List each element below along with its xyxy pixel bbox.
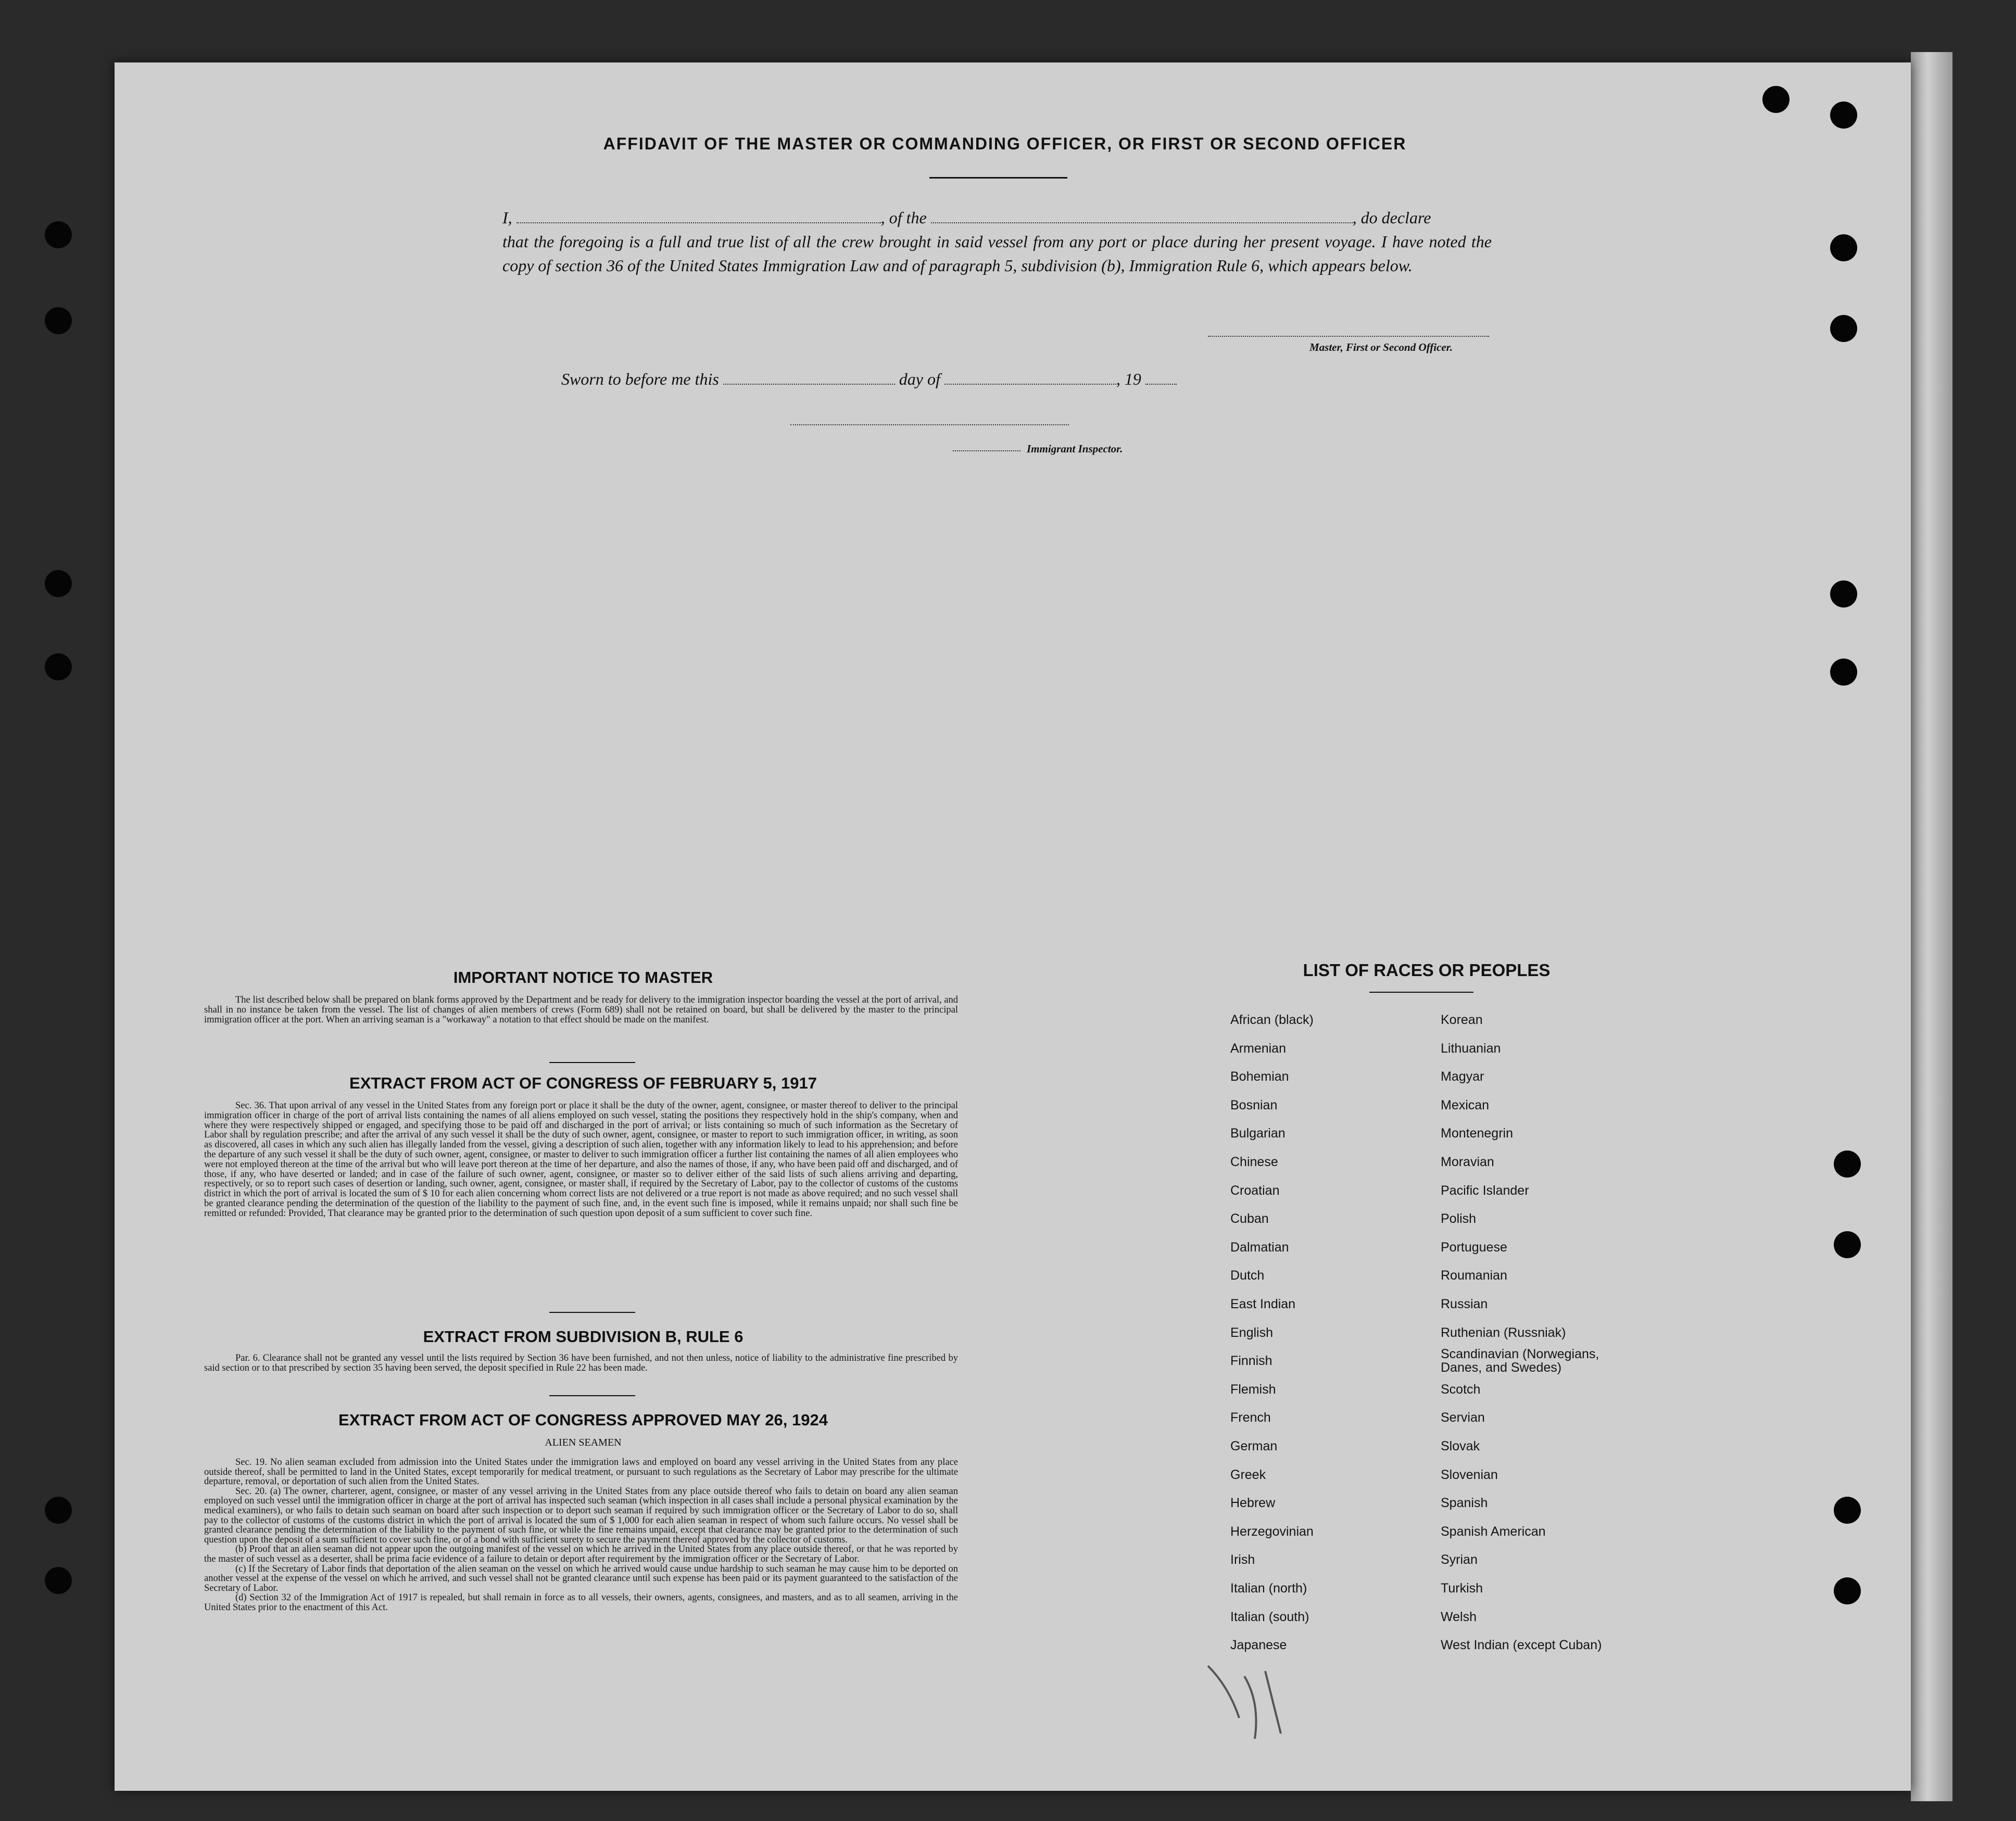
declarant-prefix: I,: [502, 208, 512, 227]
punch-hole: [1830, 659, 1857, 686]
races-title-rule: [1369, 992, 1473, 993]
race-item: Dalmatian: [1230, 1240, 1289, 1255]
inspector-signature-line: [790, 424, 1069, 425]
race-item: Bosnian: [1230, 1097, 1278, 1112]
year-label: , 19: [1116, 370, 1141, 388]
race-item: Armenian: [1230, 1041, 1286, 1056]
race-item: African (black): [1230, 1013, 1314, 1027]
race-item: Japanese: [1230, 1638, 1287, 1653]
race-item: Croatian: [1230, 1183, 1280, 1198]
race-item: Turkish: [1441, 1581, 1483, 1596]
punch-hole: [45, 1567, 72, 1594]
sworn-label: Sworn to before me this: [561, 370, 719, 388]
inspector-label: Immigrant Inspector.: [1027, 442, 1123, 455]
section-rule: [549, 1062, 635, 1063]
section-36-paragraph: Sec. 36. That upon arrival of any vessel in the United States from any foreign port or place it shall be the duty of the owner, agent, consignee, or master thereof to deliver to the principal immigration officer in charge of the port of arrival lists containing the names of all aliens employed on such vessel, stating the positions they respectively hold in the ship's company, when and where they were respectively shipped or engaged, and specifying those to be paid off and discharged in the port of arrival; or lists containing so much of such information as the Secretary of Labor shall by regulation prescribe; and after the arrival of any such vessel it shall be the duty of such owner, agent, consignee, or master to report to such immigration officer, in writing, as soon as discovered, all cases in which any such alien has illegally landed from the vessel, giving a description of such alien, together with any information likely to lead to his apprehension; and before the departure of any such vessel it shall be the duty of such owner, agent, consignee, or master to deliver to such immigration officer a further list containing the names of all alien employees who were not employed thereon at the time of the arrival but who will leave port thereon at the time of her departure, and also the names of those, if any, who have been paid off and discharged, and of those, if any, who have deserted or landed; and in case of the failure of such owner, agent, consignee, or master so to deliver either of the said lists of such aliens arriving and departing, respectively, or so to report such cases of desertion or landing, such owner, agent, consignee, or master shall, if required by the Secretary of Labor, pay to the collector of customs of the customs district in which the port of arrival is located the sum of $ 10 for each alien concerning whom correct lists are not delivered or a true report is not made as above required; and no such vessel shall be granted clearance pending the determination of the question of the liability to the payment of such fine, and, in the event such fine is imposed, while it remains unpaid; nor shall such fine be remitted or refunded: Provided, That clearance may be granted prior to the determination of such question upon deposit of a sum sufficient to cover such fine.: [204, 1101, 958, 1219]
race-item: Magyar: [1441, 1069, 1484, 1084]
sec-20b-paragraph: (b) Proof that an alien seaman did not appear upon the outgoing manifest of the vessel on which he arrived in the United States from any place outside thereof, or that he was reported by the master of such vessel as a deserter, shall be prima facie evidence of a failure to detain or deport after requirement by the immigration officer or the Secretary of Labor.: [204, 1544, 958, 1564]
sworn-day-blank: [723, 372, 895, 385]
declaration-text: that the foregoing is a full and true list of all the crew brought in said vessel from any port or place during her present voyage. I have noted the copy of section 36 of the United States Immigration Law and of paragraph 5, subdivision (b), Immigration Rule 6, which appears below.: [502, 232, 1492, 275]
race-item: Korean: [1441, 1013, 1483, 1027]
race-item: Scotch: [1441, 1382, 1481, 1397]
sec-19-paragraph: Sec. 19. No alien seaman excluded from admission into the United States under the immigration laws and employed on board any vessel arriving in the United States from any place outside thereof, shall be permitted to land in the United States, except temporarily for medical treatment, or pursuant to such regulations as the Secretary of Labor may prescribe for the ultimate departure, removal, or deportation of such alien from the United States.: [204, 1457, 958, 1487]
race-item: Servian: [1441, 1410, 1485, 1425]
race-item: Polish: [1441, 1211, 1477, 1226]
punch-hole: [45, 221, 72, 248]
punch-hole: [1834, 1577, 1861, 1604]
master-signature-line: [1208, 336, 1489, 337]
master-label: Master, First or Second Officer.: [1309, 341, 1453, 353]
subdivision-title: EXTRACT FROM SUBDIVISION B, RULE 6: [423, 1327, 744, 1346]
day-of-label: day of: [899, 370, 940, 388]
race-item: French: [1230, 1410, 1271, 1425]
punch-hole: [1830, 315, 1857, 342]
race-item: Welsh: [1441, 1609, 1477, 1624]
race-item: Herzegovinian: [1230, 1524, 1314, 1539]
race-item: Bohemian: [1230, 1069, 1289, 1084]
race-item: Montenegrin: [1441, 1126, 1513, 1141]
race-item: Bulgarian: [1230, 1126, 1286, 1141]
punch-hole: [1830, 580, 1857, 608]
race-item: Roumanian: [1441, 1268, 1507, 1283]
race-item: German: [1230, 1439, 1278, 1453]
notice-paragraph: The list described below shall be prepared on blank forms approved by the Department and be ready for delivery to the immigration inspector boarding the vessel at the port of arrival, and shall in no instance be taken from the vessel. The list of changes of alien members of crews (Form 689) shall not be retained on board, but shall be delivered by the master to the principal immigration officer at the port. When an arriving seaman is a "workaway" a notation to that effect should be made on the manifest.: [204, 995, 958, 1025]
extract-1924-title: EXTRACT FROM ACT OF CONGRESS APPROVED MAY 26, 1924: [338, 1411, 828, 1429]
punch-hole: [45, 570, 72, 597]
section-rule: [549, 1395, 635, 1396]
notice-text: [204, 995, 958, 1025]
race-item: Slovak: [1441, 1439, 1480, 1453]
race-item: Irish: [1230, 1552, 1255, 1567]
race-item: Chinese: [1230, 1155, 1278, 1169]
punch-hole: [1830, 102, 1857, 129]
race-item: Moravian: [1441, 1155, 1494, 1169]
title-rule: [929, 177, 1067, 179]
race-item: Greek: [1230, 1467, 1266, 1482]
inspector-short-line: [953, 450, 1020, 451]
race-item: Pacific Islander: [1441, 1183, 1529, 1198]
section-rule: [549, 1312, 635, 1313]
notice-title: IMPORTANT NOTICE TO MASTER: [453, 968, 713, 987]
vessel-blank: [931, 211, 1353, 223]
handwritten-mark: [1198, 1655, 1291, 1744]
year-blank: [1145, 372, 1177, 385]
punch-hole: [1834, 1231, 1861, 1258]
extract-1917-text: [204, 1101, 958, 1219]
punch-hole: [45, 1497, 72, 1524]
race-item: Spanish American: [1441, 1524, 1546, 1539]
affidavit-title: AFFIDAVIT OF THE MASTER OR COMMANDING OFFICER, OR FIRST OR SECOND OFFICER: [603, 134, 1407, 153]
punch-hole: [45, 307, 72, 334]
race-item: Hebrew: [1230, 1496, 1276, 1511]
race-item: Italian (south): [1230, 1609, 1309, 1624]
do-declare-label: , do declare: [1352, 208, 1431, 227]
extract-1917-title: EXTRACT FROM ACT OF CONGRESS OF FEBRUARY 5, 1917: [349, 1074, 817, 1092]
subdivision-text: [204, 1354, 958, 1373]
sec-20d-paragraph: (d) Section 32 of the Immigration Act of 1917 is repealed, but shall remain in force as to all vessels, their owners, agents, consignees, and masters, and as to all seamen, arriving in the United States prior to the enactment of this Act.: [204, 1592, 958, 1613]
sec-20c-paragraph: (c) If the Secretary of Labor finds that deportation of the alien seaman on the vessel on which he arrived would cause undue hardship to such seaman he may cause him to be deported on another vessel at the expense of the vessel on which he arrived, and such vessel shall not be granted clearance until such expense has been paid or its payment guaranteed to the satisfaction of the Secretary of Labor.: [204, 1563, 958, 1594]
month-blank: [944, 372, 1116, 385]
race-item: East Indian: [1230, 1297, 1296, 1311]
sworn-line: [561, 370, 1177, 389]
name-blank: [516, 211, 881, 223]
race-item: Finnish: [1230, 1354, 1272, 1369]
of-the-label: , of the: [880, 208, 927, 227]
race-item: Spanish: [1441, 1496, 1488, 1511]
alien-seamen-subtitle: ALIEN SEAMEN: [545, 1437, 622, 1448]
par-6-paragraph: Par. 6. Clearance shall not be granted any vessel until the lists required by Section 36 have been furnished, and not then unless, notice of liability to the administrative fine prescribed by said section or to that prescribed by section 35 having been served, the deposit specified in Rule 22 has been made.: [204, 1353, 958, 1373]
punch-hole: [45, 653, 72, 680]
race-item: Slovenian: [1441, 1467, 1498, 1482]
race-item: Cuban: [1230, 1211, 1269, 1226]
punch-hole: [1834, 1150, 1861, 1178]
races-title: LIST OF RACES OR PEOPLES: [1303, 960, 1551, 980]
declaration-block: [502, 206, 1492, 277]
race-item: Syrian: [1441, 1552, 1478, 1567]
race-item: Flemish: [1230, 1382, 1276, 1397]
race-item: Dutch: [1230, 1268, 1265, 1283]
race-item: Russian: [1441, 1297, 1488, 1311]
race-item: Ruthenian (Russniak): [1441, 1325, 1566, 1340]
race-item: Scandinavian (Norwegians, Danes, and Swedes): [1441, 1347, 1599, 1375]
race-item: English: [1230, 1325, 1273, 1340]
punch-hole: [1834, 1497, 1861, 1524]
punch-hole: [1762, 86, 1790, 113]
race-item: Portuguese: [1441, 1240, 1507, 1255]
race-item: Italian (north): [1230, 1581, 1307, 1596]
extract-1924-text: [204, 1458, 958, 1613]
page-edge: [1911, 52, 1952, 1801]
race-item: Mexican: [1441, 1097, 1490, 1112]
punch-hole: [1830, 234, 1857, 261]
race-item: Lithuanian: [1441, 1041, 1501, 1056]
race-item: West Indian (except Cuban): [1441, 1638, 1602, 1653]
sec-20a-paragraph: Sec. 20. (a) The owner, charterer, agent, consignee, or master of any vessel arriving in the United States from any place outside thereof who fails to detain on board any alien seaman employed on such vessel until the immigration officer in charge at the port of arrival has inspected such seaman (which inspection in all cases shall include a personal physical examination by the medical examiners), or who fails to detain such seaman on board after such inspection or to deport such seaman if required by such immigration officer or the Secretary of Labor to do so, shall pay to the collector of customs of the customs district in which the port of arrival is located the sum of $ 1,000 for each alien seaman in respect of whom such failure occurs. No vessel shall be granted clearance pending the determination of the liability to the payment of such fine, or while the fine remains unpaid, except that clearance may be granted prior to the determination of such question upon the deposit of a sum sufficient to cover such fine, or of a bond with sufficient surety to secure the payment thereof approved by the collector of customs.: [204, 1486, 958, 1545]
